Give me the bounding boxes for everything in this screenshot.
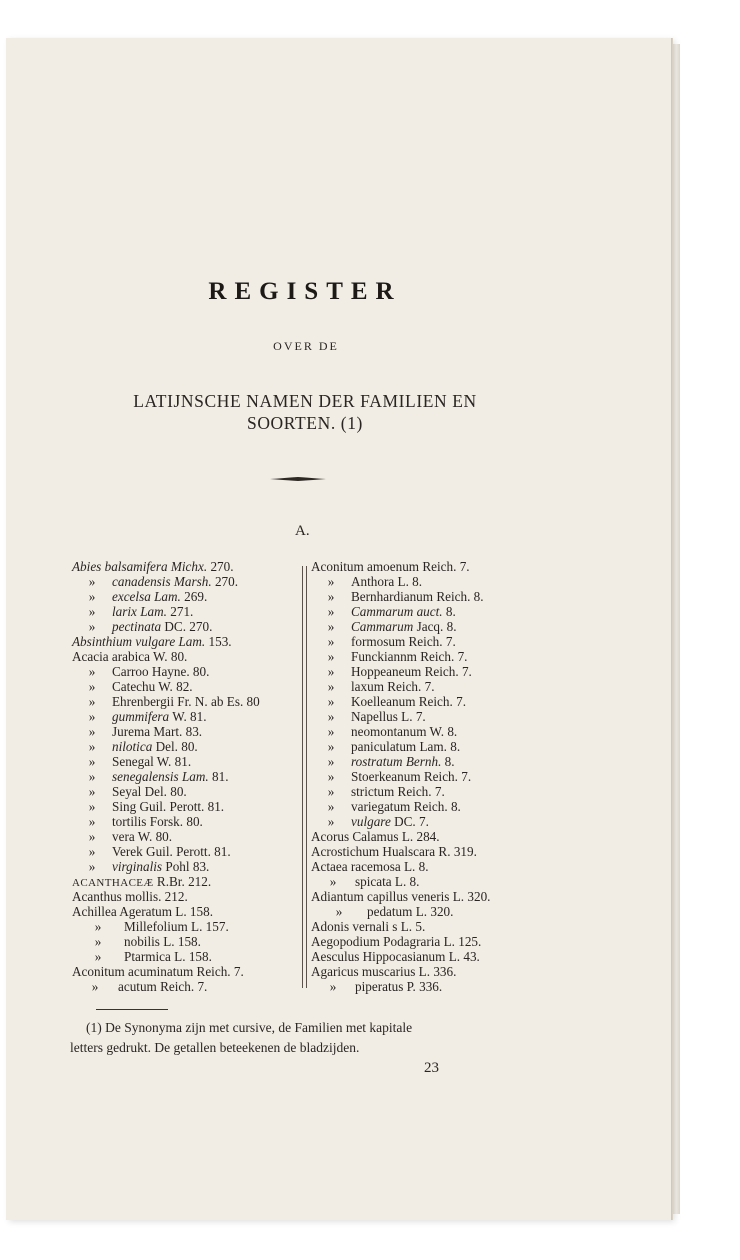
ditto-mark: » (94, 949, 102, 964)
index-entry (311, 604, 490, 619)
ditto-mark: » (88, 784, 96, 799)
ditto-mark: » (327, 694, 335, 709)
entry-name: Napellus L. 7. (351, 709, 426, 724)
entry-name: Acrostichum Hualscara R. 319. (311, 844, 477, 859)
ditto-mark: » (88, 709, 96, 724)
index-entry (72, 739, 260, 754)
index-entry (72, 874, 260, 889)
ditto-mark: » (88, 724, 96, 739)
index-entry (311, 859, 490, 874)
ditto-mark: » (329, 874, 337, 889)
ditto-mark: » (327, 574, 335, 589)
ditto-mark: » (94, 934, 102, 949)
index-entry (311, 754, 490, 769)
index-entry (311, 964, 490, 979)
ditto-mark: » (88, 754, 96, 769)
ditto-mark: » (327, 649, 335, 664)
index-entry (72, 829, 260, 844)
index-entry (72, 664, 260, 679)
entry-name: spicata L. 8. (355, 874, 420, 889)
column-divider (302, 566, 307, 988)
entry-name: Senegal W. 81. (112, 754, 192, 769)
entry-name: tortilis Forsk. 80. (112, 814, 203, 829)
entry-name: Acacia arabica W. 80. (72, 649, 188, 664)
ditto-mark: » (327, 604, 335, 619)
index-entry (72, 814, 260, 829)
subtitle-line-1: LATIJNSCHE NAMEN DER FAMILIEN EN (133, 391, 477, 411)
entry-name: Cammarum (351, 619, 414, 634)
ditto-mark: » (88, 589, 96, 604)
index-entry (311, 769, 490, 784)
entry-name: Adiantum capillus veneris L. 320. (311, 889, 491, 904)
entry-name: Aconitum acuminatum Reich. 7. (72, 964, 244, 979)
entry-reference: 81. (208, 769, 229, 784)
entry-name: Carroo Hayne. 80. (112, 664, 210, 679)
ditto-mark: » (327, 739, 335, 754)
ditto-mark: » (88, 619, 96, 634)
entry-name: laxum Reich. 7. (351, 679, 435, 694)
index-entry (311, 799, 490, 814)
index-entry (311, 904, 490, 919)
entry-reference: DC. 7. (390, 814, 429, 829)
index-entry (72, 724, 260, 739)
index-entry (72, 889, 260, 904)
ditto-mark: » (327, 664, 335, 679)
ditto-mark: » (88, 679, 96, 694)
index-column-left (72, 559, 260, 994)
index-entry (311, 784, 490, 799)
ditto-mark: » (94, 919, 102, 934)
index-entry (311, 679, 490, 694)
entry-name: Agaricus muscarius L. 336. (311, 964, 457, 979)
entry-name: senegalensis Lam. (112, 769, 209, 784)
entry-name: Ehrenbergii Fr. N. ab Es. 80 (112, 694, 260, 709)
ditto-mark: » (327, 619, 335, 634)
entry-name: paniculatum Lam. 8. (351, 739, 461, 754)
index-column-right (311, 559, 490, 994)
index-entry (72, 694, 260, 709)
ditto-mark: » (327, 709, 335, 724)
ornamental-divider (270, 476, 326, 482)
entry-reference: 269. (180, 589, 208, 604)
index-entry (311, 844, 490, 859)
entry-name: pectinata (112, 619, 162, 634)
entry-name: vulgare (351, 814, 391, 829)
index-entry (72, 649, 260, 664)
footnote (70, 1018, 550, 1058)
index-entry (311, 694, 490, 709)
entry-name: Ptarmica L. 158. (124, 949, 212, 964)
index-entry (311, 649, 490, 664)
index-entry (72, 769, 260, 784)
ditto-mark: » (335, 904, 343, 919)
entry-reference: W. 81. (169, 709, 207, 724)
index-entry (311, 709, 490, 724)
ditto-mark: » (88, 829, 96, 844)
entry-name: Adonis vernali s L. 5. (311, 919, 426, 934)
index-entry (72, 904, 260, 919)
index-entry (311, 664, 490, 679)
ditto-mark: » (88, 574, 96, 589)
ditto-mark: » (88, 694, 96, 709)
footnote-rule (96, 1009, 168, 1010)
ditto-mark: » (88, 664, 96, 679)
title-over: OVER DE (273, 339, 339, 353)
entry-name: Jurema Mart. 83. (112, 724, 203, 739)
entry-name: vera W. 80. (112, 829, 173, 844)
index-entry (72, 679, 260, 694)
entry-name: Hoppeaneum Reich. 7. (351, 664, 472, 679)
ditto-mark: » (327, 589, 335, 604)
entry-name: Funckiannm Reich. 7. (351, 649, 468, 664)
entry-name: gummifera (112, 709, 170, 724)
index-entry (311, 829, 490, 844)
entry-name: nilotica (112, 739, 153, 754)
entry-name: Sing Guil. Perott. 81. (112, 799, 225, 814)
entry-reference: 153. (205, 634, 232, 649)
entry-name: Actaea racemosa L. 8. (311, 859, 429, 874)
entry-name: Anthora L. 8. (351, 574, 423, 589)
page-title: REGISTER (208, 278, 402, 305)
entry-name: Catechu W. 82. (112, 679, 193, 694)
entry-reference: DC. 270. (161, 619, 213, 634)
index-entry (311, 934, 490, 949)
entry-reference: 270. (207, 559, 234, 574)
entry-reference: Jacq. 8. (413, 619, 457, 634)
index-entry (311, 739, 490, 754)
entry-name: pedatum L. 320. (367, 904, 454, 919)
entry-reference: R.Br. 212. (153, 874, 212, 889)
index-entry (311, 874, 490, 889)
page-edge (671, 44, 680, 1214)
footnote-line-2: letters gedrukt. De getallen beteekenen de bladzijden. (70, 1040, 360, 1055)
ditto-mark: » (88, 799, 96, 814)
subtitle-line-2: SOORTEN. (1) (246, 413, 363, 433)
entry-name: Achillea Ageratum L. 158. (72, 904, 213, 919)
index-entry (311, 889, 490, 904)
entry-name: Absinthium vulgare Lam. (72, 634, 206, 649)
index-entry (72, 589, 260, 604)
index-entry (311, 574, 490, 589)
index-entry (311, 979, 490, 994)
entry-name: Verek Guil. Perott. 81. (112, 844, 231, 859)
index-entry (72, 979, 260, 994)
entry-name: excelsa Lam. (112, 589, 181, 604)
index-entry (72, 844, 260, 859)
entry-reference: 8. (442, 604, 456, 619)
index-entry (311, 619, 490, 634)
ditto-mark: » (327, 724, 335, 739)
ditto-mark: » (329, 979, 337, 994)
index-entry (72, 559, 260, 574)
subtitle (104, 390, 506, 434)
entry-name: acutum Reich. 7. (118, 979, 208, 994)
entry-reference: 8. (441, 754, 455, 769)
entry-name: Koelleanum Reich. 7. (351, 694, 466, 709)
entry-reference: Pohl 83. (162, 859, 210, 874)
ditto-mark: » (327, 769, 335, 784)
entry-name: Seyal Del. 80. (112, 784, 187, 799)
ditto-mark: » (88, 604, 96, 619)
entry-name: Bernhardianum Reich. 8. (351, 589, 484, 604)
entry-reference: 271. (166, 604, 194, 619)
entry-name: nobilis L. 158. (124, 934, 201, 949)
index-entry (72, 949, 260, 964)
entry-name: Aegopodium Podagraria L. 125. (311, 934, 482, 949)
ditto-mark: » (327, 814, 335, 829)
ditto-mark: » (327, 754, 335, 769)
ditto-mark: » (88, 739, 96, 754)
index-entry (72, 784, 260, 799)
index-entry (72, 964, 260, 979)
entry-name: strictum Reich. 7. (351, 784, 445, 799)
entry-name: piperatus P. 336. (355, 979, 443, 994)
ditto-mark: » (327, 799, 335, 814)
ditto-mark: » (327, 634, 335, 649)
entry-name: virginalis (112, 859, 163, 874)
ditto-mark: » (88, 844, 96, 859)
ditto-mark: » (91, 979, 99, 994)
entry-name: Abies balsamifera Michx. (72, 559, 208, 574)
index-entry (311, 949, 490, 964)
index-entry (311, 919, 490, 934)
entry-name: formosum Reich. 7. (351, 634, 456, 649)
index-entry (72, 619, 260, 634)
footnote-line-1: (1) De Synonyma zijn met cursive, de Familien met kapitale (86, 1020, 413, 1035)
entry-name: Aconitum amoenum Reich. 7. (311, 559, 470, 574)
index-entry (72, 859, 260, 874)
entry-name: variegatum Reich. 8. (351, 799, 461, 814)
entry-reference: Del. 80. (152, 739, 198, 754)
page-number: 23 (424, 1060, 439, 1076)
entry-name: Acanthus mollis. 212. (72, 889, 188, 904)
index-entry (311, 724, 490, 739)
index-entry (72, 574, 260, 589)
index-entry (72, 634, 260, 649)
entry-name: Stoerkeanum Reich. 7. (351, 769, 472, 784)
ditto-mark: » (327, 679, 335, 694)
entry-name: rostratum Bernh. (351, 754, 442, 769)
entry-name: Cammarum auct. (351, 604, 443, 619)
entry-name: ACANTHACEÆ (72, 877, 154, 889)
ditto-mark: » (88, 769, 96, 784)
index-entry (311, 634, 490, 649)
entry-name: Millefolium L. 157. (124, 919, 229, 934)
entry-name: Aesculus Hippocasianum L. 43. (311, 949, 480, 964)
entry-reference: 270. (211, 574, 239, 589)
index-entry (72, 604, 260, 619)
book-page (6, 38, 672, 1220)
index-entry (311, 559, 490, 574)
index-entry (72, 799, 260, 814)
entry-name: Acorus Calamus L. 284. (311, 829, 440, 844)
ditto-mark: » (327, 784, 335, 799)
ditto-mark: » (88, 859, 96, 874)
index-entry (72, 919, 260, 934)
index-entry (72, 754, 260, 769)
entry-name: larix Lam. (112, 604, 167, 619)
entry-name: neomontanum W. 8. (351, 724, 458, 739)
entry-name: canadensis Marsh. (112, 574, 212, 589)
index-entry (311, 589, 490, 604)
ditto-mark: » (88, 814, 96, 829)
index-entry (72, 934, 260, 949)
index-entry (72, 709, 260, 724)
section-letter: A. (295, 523, 310, 539)
index-entry (311, 814, 490, 829)
